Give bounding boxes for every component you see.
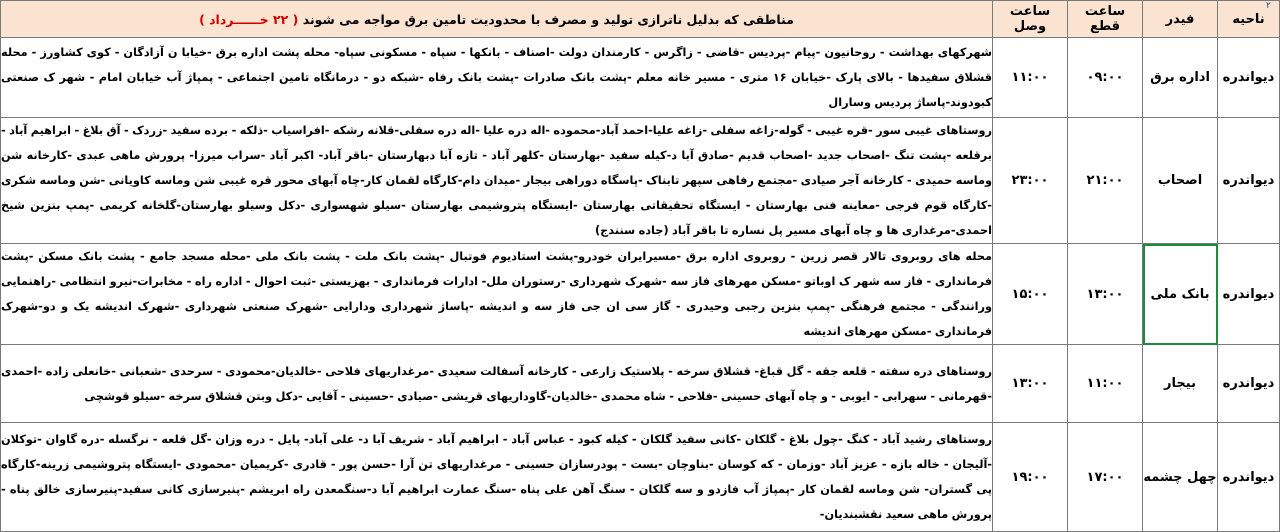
column-filter-marker[interactable]: ۲ bbox=[1266, 1, 1271, 11]
header-title-date: ( ۲۲ خــــــرداد ) bbox=[199, 11, 299, 27]
feeder-cell-selected[interactable]: بانک ملی bbox=[1143, 244, 1218, 345]
cut-time-cell[interactable]: ۰۹:۰۰ bbox=[1068, 38, 1143, 118]
table-row bbox=[1, 38, 1280, 118]
feeder-cell[interactable]: بیجار bbox=[1143, 345, 1218, 423]
table-row bbox=[1, 423, 1280, 532]
feeder-cell[interactable]: اداره برق bbox=[1143, 38, 1218, 118]
areas-cell[interactable]: روستاهای رشید آباد - کنگ -چول بلاغ - گلکان -کانی سفید گلکان - کیله کبود - عباس آباد - ابراهیم آباد - شریف آبا د- علی آباد- پایل - دره وزان -گل قلعه - نرگسله -دره گاوان -توکلان -آلیجان - خاله بازه - عزیز آباد -وزمان - که کوسان -بناوچان -بست - پودرسازان حسینی - مرغداریهای تن آرا -حسن پور - قادری -کریمیان -محمودی -ایستگاه پتروشیمی زرینه-کارگاه پی گستران- شن وماسه لقمان کار -پمپاژ آب فازدو و سه گلکان - سنگ آهن علی پناه -سنگ عمارت ابراهیم آبا د-سنگمعدن راه ابریشم -پنیرسازی کانی سفید-پنیرسازی خالق پناه - پرورش ماهی سعید نقشبندیان- bbox=[1, 423, 993, 532]
cut-time-cell[interactable]: ۲۱:۰۰ bbox=[1068, 118, 1143, 244]
header-row bbox=[1, 1, 1280, 38]
region-cell[interactable]: دیواندره bbox=[1218, 118, 1280, 244]
table-row bbox=[1, 345, 1280, 423]
header-cut-time: ساعت قطع bbox=[1068, 1, 1143, 38]
region-cell[interactable]: دیواندره bbox=[1218, 345, 1280, 423]
connect-time-cell[interactable]: ۱۱:۰۰ bbox=[993, 38, 1068, 118]
header-region: ناحیه bbox=[1218, 1, 1280, 38]
header-title-text: مناطقی که بدلیل ناترازی تولید و مصرف با محدودیت تامین برق مواجه می شوند bbox=[302, 11, 794, 27]
feeder-cell[interactable]: چهل چشمه bbox=[1143, 423, 1218, 532]
connect-time-cell[interactable]: ۲۳:۰۰ bbox=[993, 118, 1068, 244]
feeder-cell[interactable]: اصحاب bbox=[1143, 118, 1218, 244]
region-cell[interactable]: دیواندره bbox=[1218, 38, 1280, 118]
header-connect-time: ساعت وصل bbox=[993, 1, 1068, 38]
areas-cell[interactable]: روستاهای دره سفته - قلعه جقه - گل قباغ- قشلاق سرخه - پلاستیک زارعی - کارخانه آسفالت سعیدی -مرغداریهای فلاحی -خالدیان-محمودی - سرحدی -شعبانی -خانعلی زاده -احمدی -قهرمانی - سهرابی - ایوبی - و چاه آبهای حسینی -فلاحی - شاه محمدی -خالدیان-گاوداریهای قریشی -صیادی -حسینی - آقایی -دکل وبتن قشلاق سرخه -سیلو قوشچی bbox=[1, 345, 993, 423]
header-feeder: فیدر bbox=[1143, 1, 1218, 38]
cut-time-cell[interactable]: ۱۱:۰۰ bbox=[1068, 345, 1143, 423]
areas-cell[interactable]: روستاهای غیبی سور -قره غیبی - گوله-زاغه سفلی -زاغه علیا-احمد آباد-محموده -اله دره علیا -اله دره سفلی-قلانه رشکه -افراسیاب -ذلکه - برده سفید -زردک - آق بلاغ - ابراهیم آباد - برقلعه -پشت تنگ -اصحاب جدید -اصحاب قدیم -صادق آبا د-کیله سفید -بهارستان -کلهر آباد - تازه آبا دبهارستان -باقر آباد- اکبر آباد -سراب میرزا- پرورش ماهی عبدی -کارخانه شن وماسه حمیدی - کارخانه آجر صیادی -مجتمع رفاهی سپهر تابناک -پاسگاه دوراهی بیجار -میدان دام-کارگاه لقمان کار-چاه آبهای محور قره غیبی شن وماسه کاویانی -شن وماسه شکری -کارگاه قوم فرجی -معاینه فنی بهارستان - ایستگاه تحقیقاتی بهارستان -ایستگاه پتروشیمی بهارستان -سیلو شهسواری -دکل وسیلو بهارستان-گلخانه کریمی -پمپ بنزین شیخ احمدی-مرغداری ها و چاه آبهای مسیر پل نساره تا باقر آباد (جاده سنندج) bbox=[1, 118, 993, 244]
connect-time-cell[interactable]: ۱۹:۰۰ bbox=[993, 423, 1068, 532]
table-row bbox=[1, 118, 1280, 244]
table-row bbox=[1, 244, 1280, 345]
connect-time-cell[interactable]: ۱۵:۰۰ bbox=[993, 244, 1068, 345]
cut-time-cell[interactable]: ۱۷:۰۰ bbox=[1068, 423, 1143, 532]
areas-cell[interactable]: شهرکهای بهداشت - روحانیون -پیام -پردیس -قاضی - زاگرس - کارمندان دولت -اصناف - بانکها - سپاه - مسکونی سپاه- محله پشت اداره برق -خیابا ن آزادگان - کوی کشاورز - محله قشلاق سفیدها - بالای پارک -خیابان ۱۶ متری - مسیر خانه معلم -پشت بانک صادرات -پشت بانک رفاه -شبکه دو - درمانگاه تامین اجتماعی - پمپاژ آب خیابان امام - شهر ک صنعتی کبودوند-پاساژ پردیس وسارال bbox=[1, 38, 993, 118]
connect-time-cell[interactable]: ۱۳:۰۰ bbox=[993, 345, 1068, 423]
areas-cell[interactable]: محله های روبروی تالار قصر زرین - روبروی اداره برق -مسیرایران خودرو-پشت استادیوم فوتبال -پشت بانک ملت - پشت بانک ملی -محله مسجد جامع - پشت بانک مسکن -پشت فرمانداری - فاز سه شهر ک اوباتو -مسکن مهرهای فاز سه -شهرک شهرداری -رستوران ملل- ادارات فرمانداری - بهزیستی -ثبت احوال - اداره راه - مخابرات-نیرو انتظامی -راهنمایی ورانندگی - مجتمع فرهنگی -پمپ بنزین رجبی وحیدری - گاز سی ان جی فاز سه و اندیشه -پاساژ شهرداری ودارایی -شهرک صنعتی شهرداری -شهرک اندیشه یک و دو-شهرک فرمانداری -مسکن مهرهای اندیشه bbox=[1, 244, 993, 345]
header-title bbox=[1, 1, 993, 38]
cut-time-cell[interactable]: ۱۳:۰۰ bbox=[1068, 244, 1143, 345]
region-cell[interactable]: دیواندره bbox=[1218, 423, 1280, 532]
region-cell[interactable]: دیواندره bbox=[1218, 244, 1280, 345]
